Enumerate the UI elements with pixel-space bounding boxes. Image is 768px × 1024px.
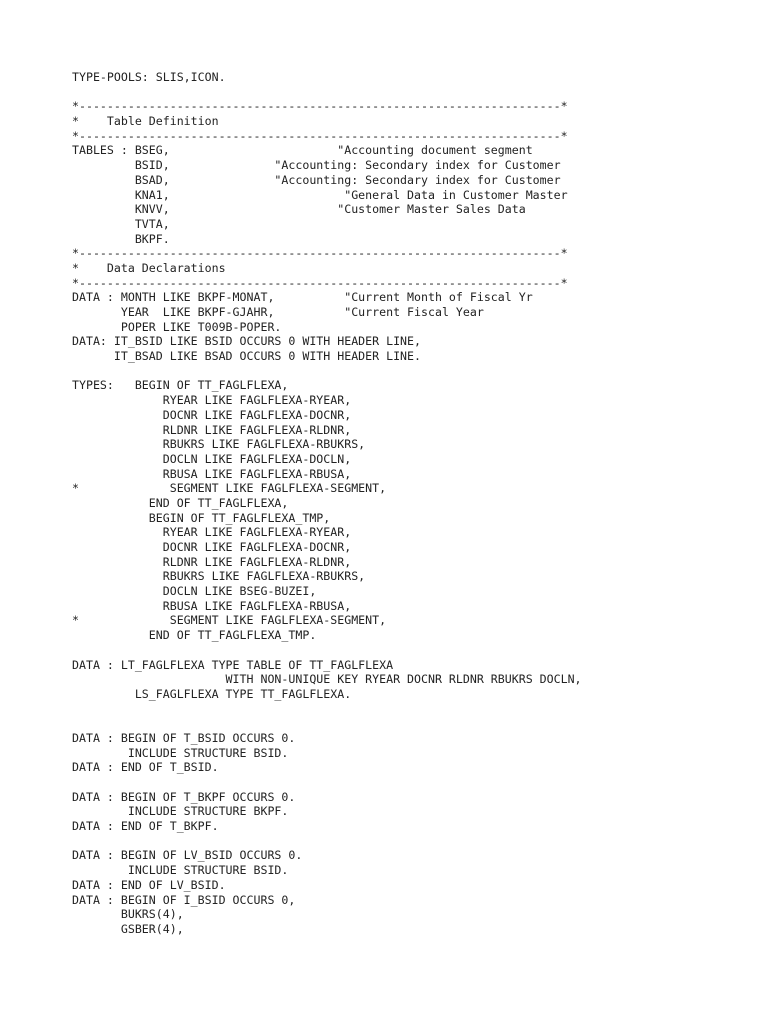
code-line: BKPF.	[72, 231, 170, 246]
code-line: RYEAR LIKE FAGLFLEXA-RYEAR,	[72, 393, 352, 408]
code-line: BSID, "Accounting: Secondary index for Customer	[72, 158, 561, 173]
code-line: BUKRS(4),	[72, 907, 184, 922]
code-line: LS_FAGLFLEXA TYPE TT_FAGLFLEXA.	[72, 686, 352, 701]
code-line: DATA : MONTH LIKE BKPF-MONAT, "Current Month of Fiscal Yr	[72, 290, 533, 305]
code-line: DATA : BEGIN OF T_BKPF OCCURS 0.	[72, 789, 296, 804]
code-line	[72, 775, 582, 790]
code-line: IT_BSAD LIKE BSAD OCCURS 0 WITH HEADER LINE.	[72, 349, 422, 364]
code-line: *---------------------------------------------------------------------*	[72, 99, 568, 114]
code-line: *---------------------------------------------------------------------*	[72, 246, 568, 261]
code-line	[72, 702, 582, 717]
code-line: TYPES: BEGIN OF TT_FAGLFLEXA,	[72, 378, 289, 393]
code-line	[72, 364, 582, 379]
code-line: POPER LIKE T009B-POPER.	[72, 319, 282, 334]
code-line: * Data Declarations	[72, 260, 226, 275]
code-line: WITH NON-UNIQUE KEY RYEAR DOCNR RLDNR RBUKRS DOCLN,	[72, 672, 582, 687]
code-line: DATA : END OF T_BSID.	[72, 760, 219, 775]
code-line: RBUKRS LIKE FAGLFLEXA-RBUKRS,	[72, 569, 366, 584]
code-line: *---------------------------------------------------------------------*	[72, 275, 568, 290]
code-line: YEAR LIKE BKPF-GJAHR, "Current Fiscal Year	[72, 305, 484, 319]
code-line: DATA : BEGIN OF I_BSID OCCURS 0,	[72, 892, 296, 907]
code-line: KNA1, "General Data in Customer Master	[72, 187, 568, 202]
code-line: DATA : END OF LV_BSID.	[72, 877, 226, 892]
code-line: BEGIN OF TT_FAGLFLEXA_TMP,	[72, 510, 331, 525]
code-line: TYPE-POOLS: SLIS,ICON.	[72, 70, 226, 84]
code-line: BSAD, "Accounting: Secondary index for Customer	[72, 172, 561, 187]
code-line: TVTA,	[72, 216, 170, 231]
code-line: RYEAR LIKE FAGLFLEXA-RYEAR,	[72, 525, 352, 540]
code-line: RLDNR LIKE FAGLFLEXA-RLDNR,	[72, 554, 352, 569]
code-line: RBUKRS LIKE FAGLFLEXA-RBUKRS,	[72, 437, 366, 452]
abap-source-code	[72, 70, 582, 937]
code-line: DOCNR LIKE FAGLFLEXA-DOCNR,	[72, 540, 352, 554]
code-line: * Table Definition	[72, 114, 219, 129]
code-line	[72, 643, 582, 658]
code-line: END OF TT_FAGLFLEXA,	[72, 495, 289, 510]
code-line: GSBER(4),	[72, 921, 184, 936]
code-line: DATA : BEGIN OF LV_BSID OCCURS 0.	[72, 848, 303, 863]
code-line: DATA : BEGIN OF T_BSID OCCURS 0.	[72, 730, 296, 745]
code-line: * SEGMENT LIKE FAGLFLEXA-SEGMENT,	[72, 613, 387, 628]
code-line: TABLES : BSEG, "Accounting document segment	[72, 143, 533, 158]
code-line: RBUSA LIKE FAGLFLEXA-RBUSA,	[72, 598, 352, 613]
code-line: INCLUDE STRUCTURE BSID.	[72, 745, 289, 760]
code-line: * SEGMENT LIKE FAGLFLEXA-SEGMENT,	[72, 481, 387, 496]
code-line: DATA : END OF T_BKPF.	[72, 819, 219, 834]
code-line: *---------------------------------------------------------------------*	[72, 128, 568, 143]
code-line: DATA : LT_FAGLFLEXA TYPE TABLE OF TT_FAGLFLEXA	[72, 657, 394, 672]
code-line	[72, 716, 582, 731]
code-line	[72, 85, 582, 100]
code-line	[72, 834, 582, 849]
code-line: DOCNR LIKE FAGLFLEXA-DOCNR,	[72, 407, 352, 422]
code-line: RLDNR LIKE FAGLFLEXA-RLDNR,	[72, 422, 352, 437]
code-line: DATA: IT_BSID LIKE BSID OCCURS 0 WITH HEADER LINE,	[72, 334, 422, 349]
code-line: INCLUDE STRUCTURE BKPF.	[72, 804, 289, 819]
code-line: END OF TT_FAGLFLEXA_TMP.	[72, 628, 317, 643]
code-line: KNVV, "Customer Master Sales Data	[72, 202, 526, 217]
code-line: INCLUDE STRUCTURE BSID.	[72, 863, 289, 878]
code-line: DOCLN LIKE FAGLFLEXA-DOCLN,	[72, 451, 352, 466]
code-line: RBUSA LIKE FAGLFLEXA-RBUSA,	[72, 466, 352, 481]
code-line: DOCLN LIKE BSEG-BUZEI,	[72, 584, 317, 599]
